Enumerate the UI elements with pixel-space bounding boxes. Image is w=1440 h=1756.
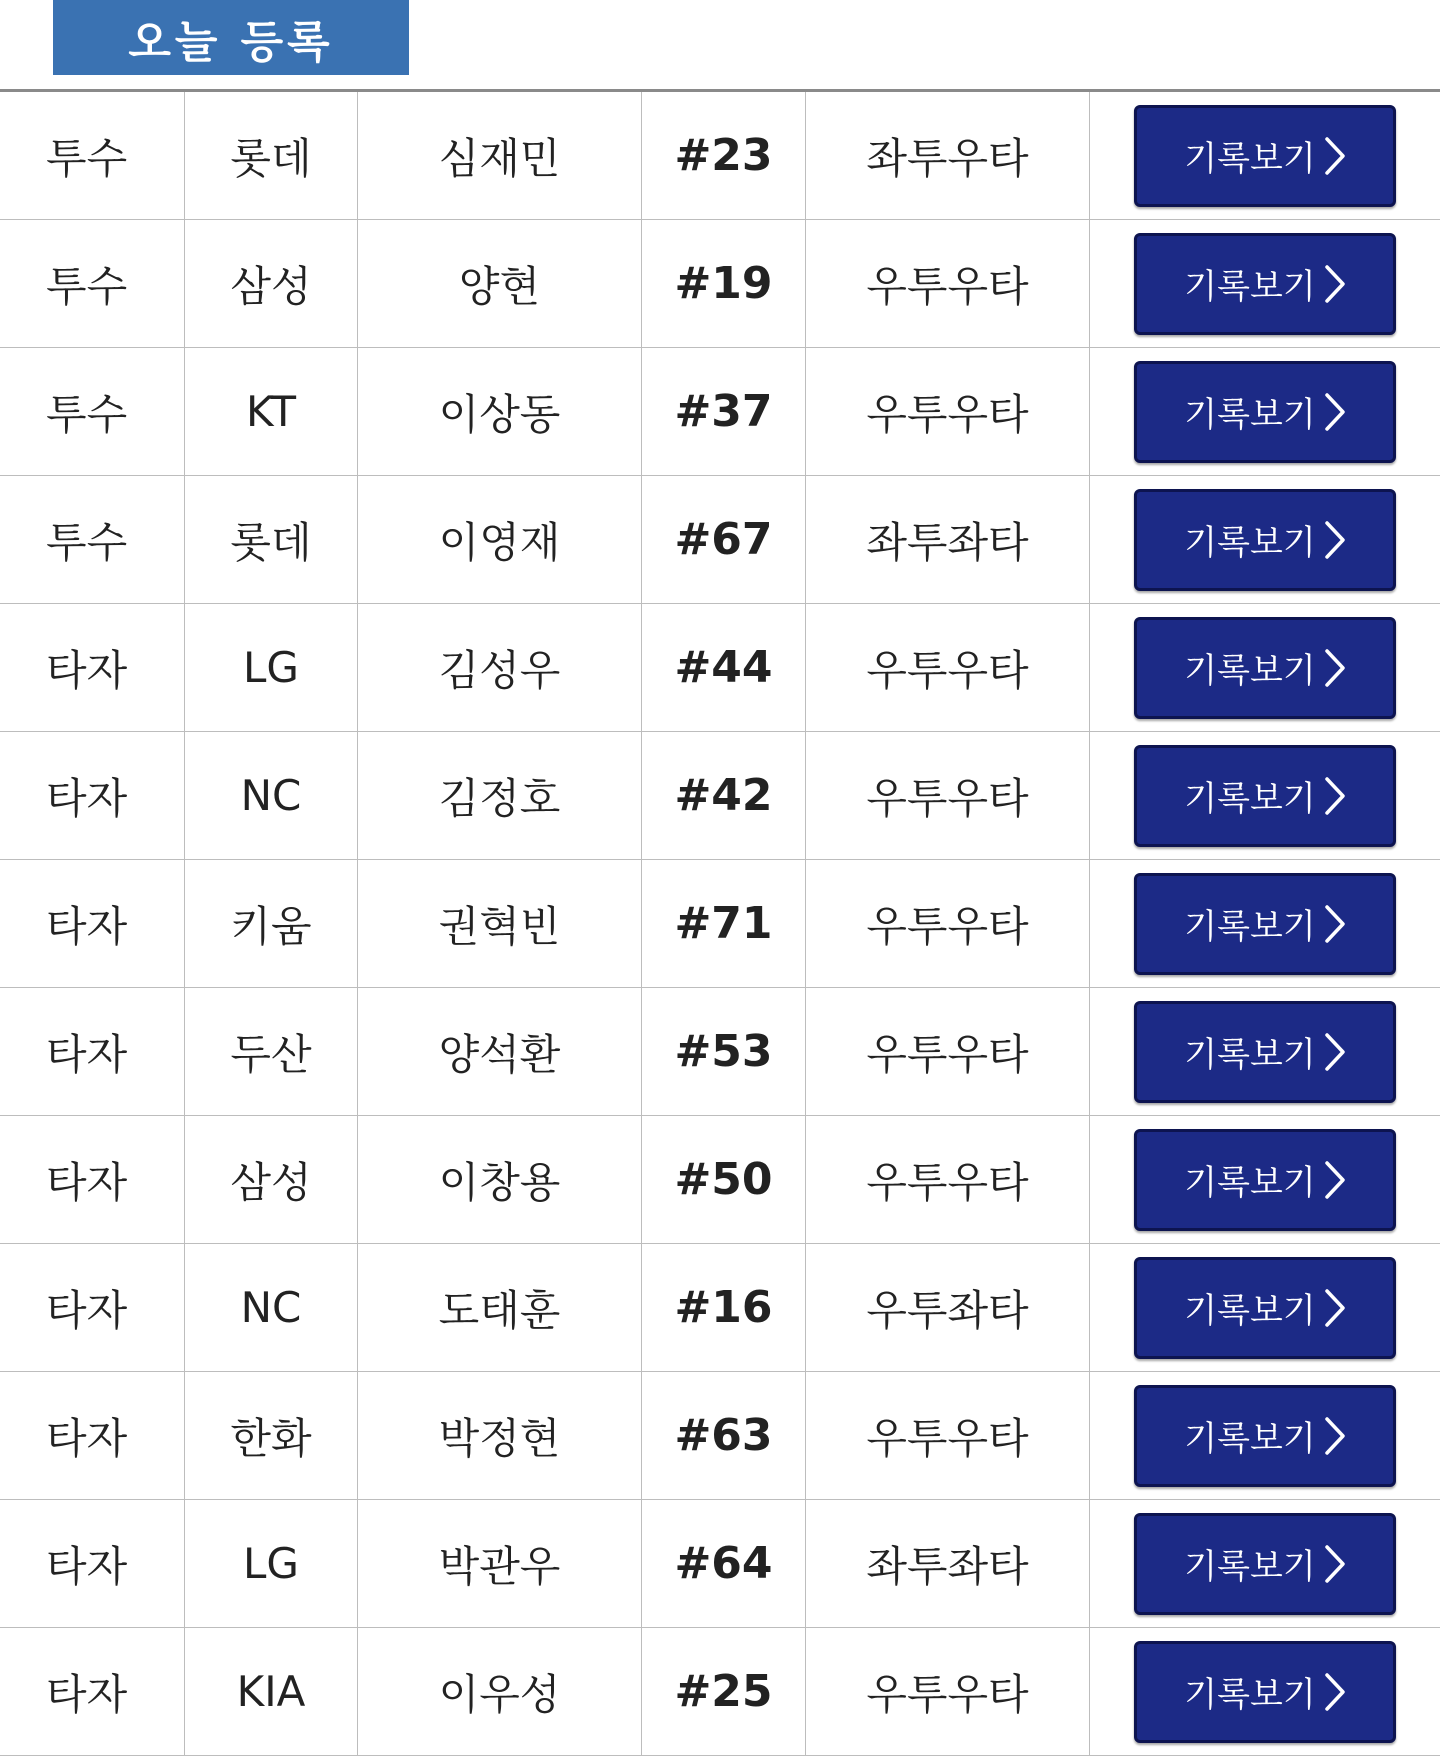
- table-row: [0, 604, 1440, 732]
- view-record-button[interactable]: [1134, 1513, 1396, 1615]
- player-number: #64: [642, 1500, 806, 1627]
- player-name: 도태훈: [358, 1244, 642, 1371]
- player-team: LG: [185, 604, 358, 731]
- player-position: 타자: [0, 604, 185, 731]
- action-cell: [1090, 1244, 1440, 1371]
- view-record-label: 기록보기: [1184, 523, 1316, 563]
- view-record-label: 기록보기: [1184, 1291, 1316, 1331]
- view-record-button[interactable]: [1134, 873, 1396, 975]
- player-number: #71: [642, 860, 806, 987]
- view-record-button[interactable]: [1134, 1257, 1396, 1359]
- action-cell: [1090, 732, 1440, 859]
- player-name: 박관우: [358, 1500, 642, 1627]
- table-row: [0, 1628, 1440, 1756]
- player-name: 양현: [358, 220, 642, 347]
- player-handedness: 우투우타: [806, 220, 1090, 347]
- player-position: 투수: [0, 476, 185, 603]
- table-row: [0, 1372, 1440, 1500]
- table-row: [0, 92, 1440, 220]
- player-name: 김정호: [358, 732, 642, 859]
- table-row: [0, 348, 1440, 476]
- player-number: #19: [642, 220, 806, 347]
- chevron-right-icon: [1324, 1160, 1346, 1200]
- view-record-label: 기록보기: [1184, 651, 1316, 691]
- view-record-button[interactable]: [1134, 233, 1396, 335]
- player-handedness: 우투우타: [806, 732, 1090, 859]
- view-record-label: 기록보기: [1184, 395, 1316, 435]
- player-handedness: 좌투좌타: [806, 476, 1090, 603]
- table-row: [0, 220, 1440, 348]
- chevron-right-icon: [1324, 136, 1346, 176]
- player-name: 이우성: [358, 1628, 642, 1755]
- action-cell: [1090, 1116, 1440, 1243]
- player-position: 타자: [0, 732, 185, 859]
- table-row: [0, 1244, 1440, 1372]
- player-handedness: 우투우타: [806, 1116, 1090, 1243]
- action-cell: [1090, 1500, 1440, 1627]
- player-team: 롯데: [185, 476, 358, 603]
- player-name: 김성우: [358, 604, 642, 731]
- view-record-label: 기록보기: [1184, 907, 1316, 947]
- player-handedness: 우투우타: [806, 860, 1090, 987]
- chevron-right-icon: [1324, 648, 1346, 688]
- player-name: 이영재: [358, 476, 642, 603]
- player-position: 투수: [0, 348, 185, 475]
- player-position: 타자: [0, 988, 185, 1115]
- player-position: 타자: [0, 1116, 185, 1243]
- player-handedness: 좌투좌타: [806, 1500, 1090, 1627]
- chevron-right-icon: [1324, 904, 1346, 944]
- table-row: [0, 1500, 1440, 1628]
- view-record-label: 기록보기: [1184, 1035, 1316, 1075]
- player-position: 타자: [0, 1500, 185, 1627]
- player-number: #37: [642, 348, 806, 475]
- player-handedness: 우투우타: [806, 348, 1090, 475]
- table-row: [0, 988, 1440, 1116]
- action-cell: [1090, 220, 1440, 347]
- player-number: #16: [642, 1244, 806, 1371]
- player-team: 삼성: [185, 1116, 358, 1243]
- player-name: 이창용: [358, 1116, 642, 1243]
- chevron-right-icon: [1324, 1544, 1346, 1584]
- table-row: [0, 860, 1440, 988]
- player-handedness: 좌투우타: [806, 92, 1090, 219]
- chevron-right-icon: [1324, 392, 1346, 432]
- table-row: [0, 1116, 1440, 1244]
- player-number: #67: [642, 476, 806, 603]
- view-record-label: 기록보기: [1184, 267, 1316, 307]
- player-handedness: 우투우타: [806, 1628, 1090, 1755]
- player-handedness: 우투좌타: [806, 1244, 1090, 1371]
- view-record-button[interactable]: [1134, 1641, 1396, 1743]
- tab-today-registration[interactable]: 오늘 등록: [53, 0, 409, 75]
- view-record-button[interactable]: [1134, 1385, 1396, 1487]
- player-name: 박정현: [358, 1372, 642, 1499]
- player-name: 심재민: [358, 92, 642, 219]
- player-team: 롯데: [185, 92, 358, 219]
- action-cell: [1090, 92, 1440, 219]
- chevron-right-icon: [1324, 1032, 1346, 1072]
- view-record-label: 기록보기: [1184, 1419, 1316, 1459]
- player-position: 투수: [0, 220, 185, 347]
- table-row: [0, 476, 1440, 604]
- player-team: 키움: [185, 860, 358, 987]
- player-position: 타자: [0, 1244, 185, 1371]
- view-record-button[interactable]: [1134, 1129, 1396, 1231]
- player-number: #25: [642, 1628, 806, 1755]
- view-record-button[interactable]: [1134, 489, 1396, 591]
- player-number: #42: [642, 732, 806, 859]
- chevron-right-icon: [1324, 776, 1346, 816]
- action-cell: [1090, 476, 1440, 603]
- view-record-button[interactable]: [1134, 361, 1396, 463]
- player-position: 투수: [0, 92, 185, 219]
- player-team: NC: [185, 732, 358, 859]
- player-number: #44: [642, 604, 806, 731]
- table-row: [0, 732, 1440, 860]
- player-team: 삼성: [185, 220, 358, 347]
- player-number: #63: [642, 1372, 806, 1499]
- view-record-button[interactable]: [1134, 1001, 1396, 1103]
- player-number: #53: [642, 988, 806, 1115]
- player-team: KT: [185, 348, 358, 475]
- action-cell: [1090, 348, 1440, 475]
- player-handedness: 우투우타: [806, 604, 1090, 731]
- chevron-right-icon: [1324, 1288, 1346, 1328]
- player-position: 타자: [0, 860, 185, 987]
- player-team: 한화: [185, 1372, 358, 1499]
- chevron-right-icon: [1324, 264, 1346, 304]
- action-cell: [1090, 1372, 1440, 1499]
- view-record-label: 기록보기: [1184, 1547, 1316, 1587]
- chevron-right-icon: [1324, 1416, 1346, 1456]
- view-record-button[interactable]: [1134, 105, 1396, 207]
- action-cell: [1090, 1628, 1440, 1755]
- player-team: NC: [185, 1244, 358, 1371]
- player-number: #23: [642, 92, 806, 219]
- chevron-right-icon: [1324, 520, 1346, 560]
- player-name: 권혁빈: [358, 860, 642, 987]
- view-record-label: 기록보기: [1184, 1675, 1316, 1715]
- player-handedness: 우투우타: [806, 988, 1090, 1115]
- player-name: 이상동: [358, 348, 642, 475]
- view-record-label: 기록보기: [1184, 779, 1316, 819]
- player-position: 타자: [0, 1628, 185, 1755]
- action-cell: [1090, 604, 1440, 731]
- view-record-label: 기록보기: [1184, 1163, 1316, 1203]
- view-record-button[interactable]: [1134, 617, 1396, 719]
- registration-table: [0, 92, 1440, 1756]
- player-name: 양석환: [358, 988, 642, 1115]
- player-team: LG: [185, 1500, 358, 1627]
- player-number: #50: [642, 1116, 806, 1243]
- player-handedness: 우투우타: [806, 1372, 1090, 1499]
- player-position: 타자: [0, 1372, 185, 1499]
- view-record-button[interactable]: [1134, 745, 1396, 847]
- action-cell: [1090, 988, 1440, 1115]
- player-team: 두산: [185, 988, 358, 1115]
- chevron-right-icon: [1324, 1672, 1346, 1712]
- action-cell: [1090, 860, 1440, 987]
- view-record-label: 기록보기: [1184, 139, 1316, 179]
- player-team: KIA: [185, 1628, 358, 1755]
